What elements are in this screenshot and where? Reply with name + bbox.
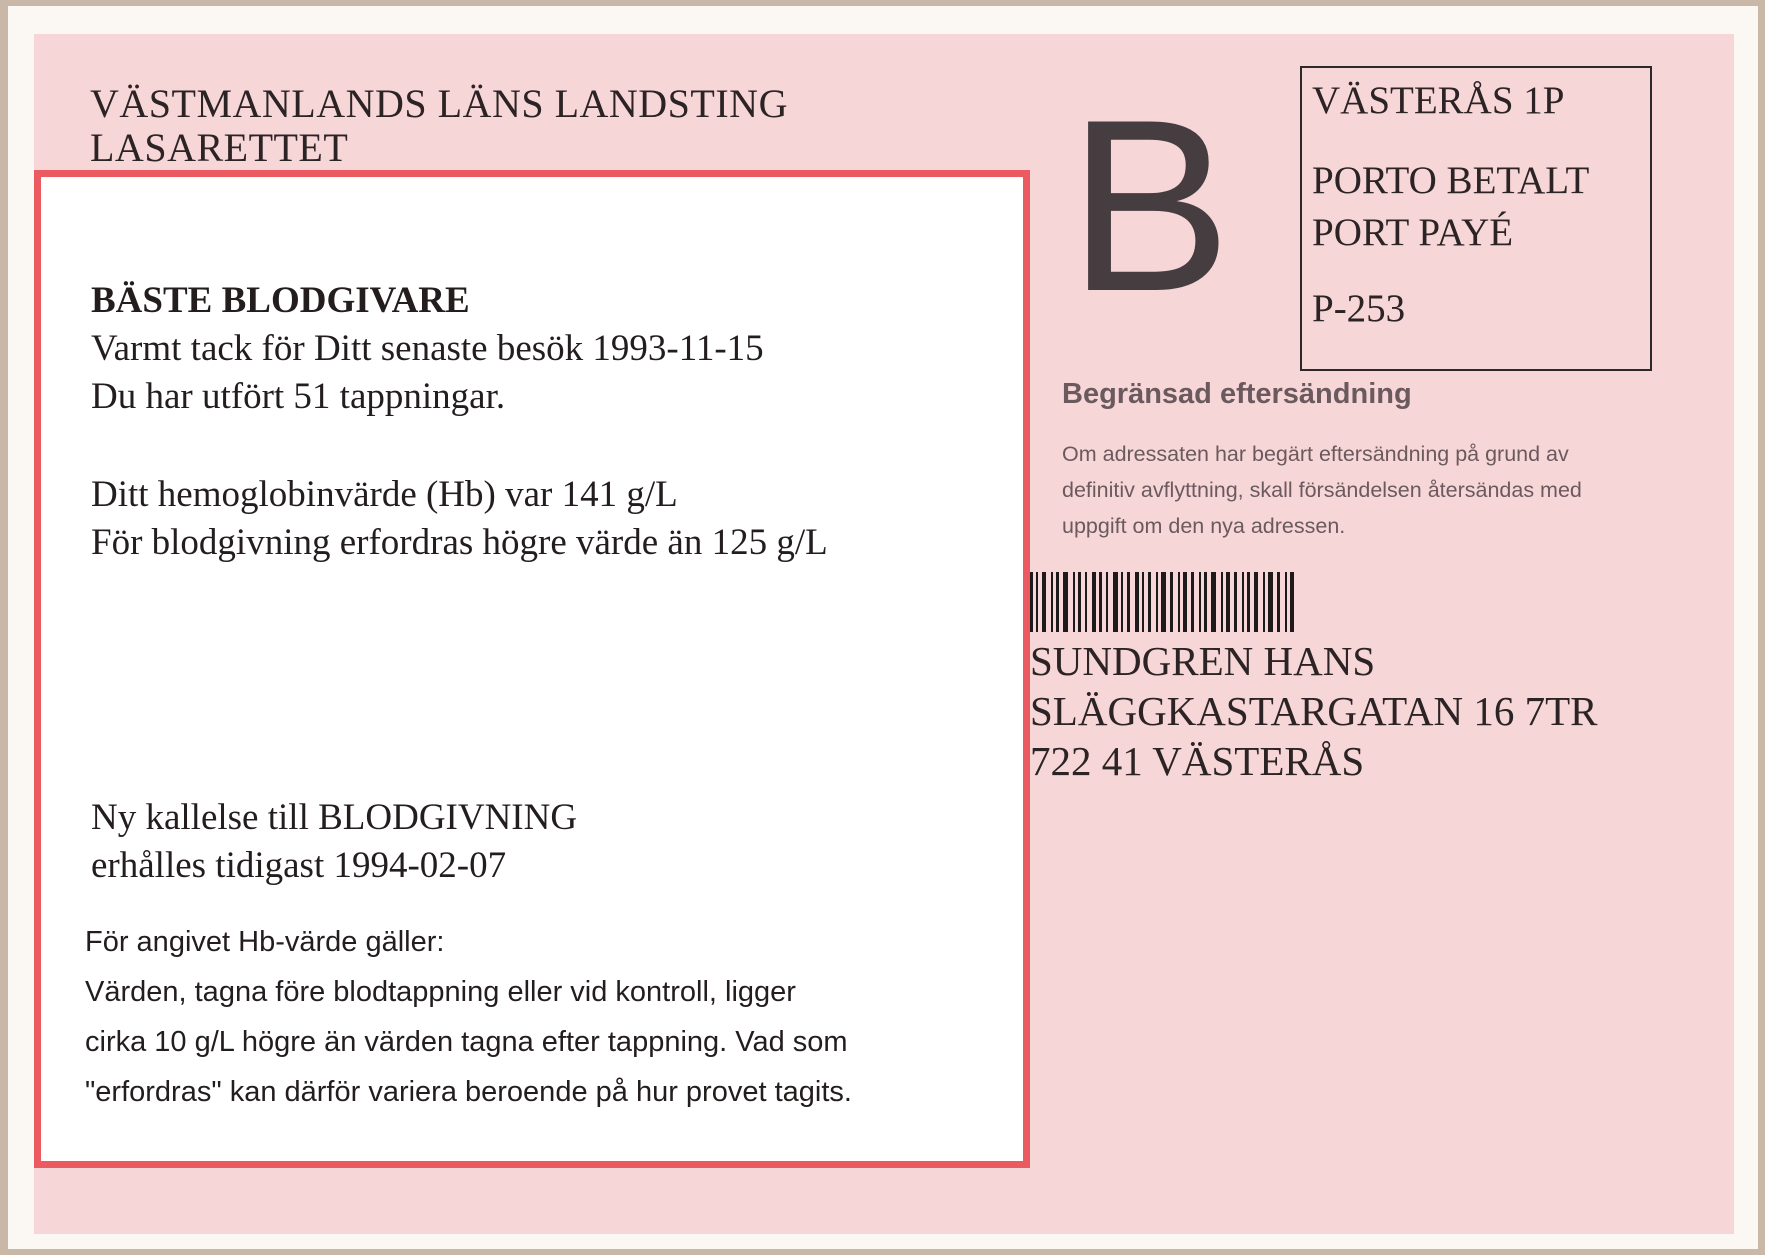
info-text-3: "erfordras" kan därför variera beroende på hur provet tagits. — [85, 1076, 852, 1108]
restriction-line-1: Om adressaten har begärt eftersändning på grund av — [1062, 442, 1569, 466]
info-text-2: cirka 10 g/L högre än värden tagna efter tappning. Vad som — [85, 1026, 848, 1058]
sender-department: LASARETTET — [90, 125, 349, 170]
postage-paid-stamp — [1300, 66, 1652, 371]
info-text-1: Värden, tagna före blodtappning eller vid kontroll, ligger — [85, 976, 796, 1008]
visit-thanks: Varmt tack för Ditt senaste besök 1993-11-15 — [91, 328, 764, 369]
next-call-title: Ny kallelse till BLODGIVNING — [91, 797, 578, 838]
restriction-line-2: definitiv avflyttning, skall försändelsen återsändas med — [1062, 478, 1582, 502]
hb-requirement: För blodgivning erfordras högre värde än 125 g/L — [91, 522, 828, 563]
sender-organization: VÄSTMANLANDS LÄNS LANDSTING — [90, 81, 788, 126]
postage-paid-french: PORT PAYÉ — [1312, 211, 1514, 254]
recipient-address — [1030, 636, 1597, 786]
recipient-city: 722 41 VÄSTERÅS — [1030, 738, 1365, 784]
forwarding-restriction-title: Begränsad eftersändning — [1062, 378, 1412, 410]
info-heading: För angivet Hb-värde gäller: — [85, 926, 445, 958]
greeting: BÄSTE BLODGIVARE — [91, 280, 470, 321]
donation-count: Du har utfört 51 tappningar. — [91, 376, 506, 417]
recipient-street: SLÄGGKASTARGATAN 16 7TR — [1030, 688, 1598, 734]
message-box — [34, 170, 1030, 1168]
next-call-date: erhålles tidigast 1994-02-07 — [91, 845, 507, 886]
postal-barcode — [1030, 572, 1308, 632]
postage-permit-code: P-253 — [1312, 287, 1406, 330]
mail-class-letter: B — [1068, 68, 1232, 342]
hb-value: Ditt hemoglobinvärde (Hb) var 141 g/L — [91, 474, 678, 515]
postage-paid-swedish: PORTO BETALT — [1312, 159, 1590, 202]
forwarding-restriction-text — [1062, 436, 1702, 544]
restriction-line-3: uppgift om den nya adressen. — [1062, 514, 1346, 538]
recipient-name: SUNDGREN HANS — [1030, 638, 1376, 684]
sender-block — [90, 82, 788, 170]
postage-office: VÄSTERÅS 1P — [1312, 79, 1565, 122]
